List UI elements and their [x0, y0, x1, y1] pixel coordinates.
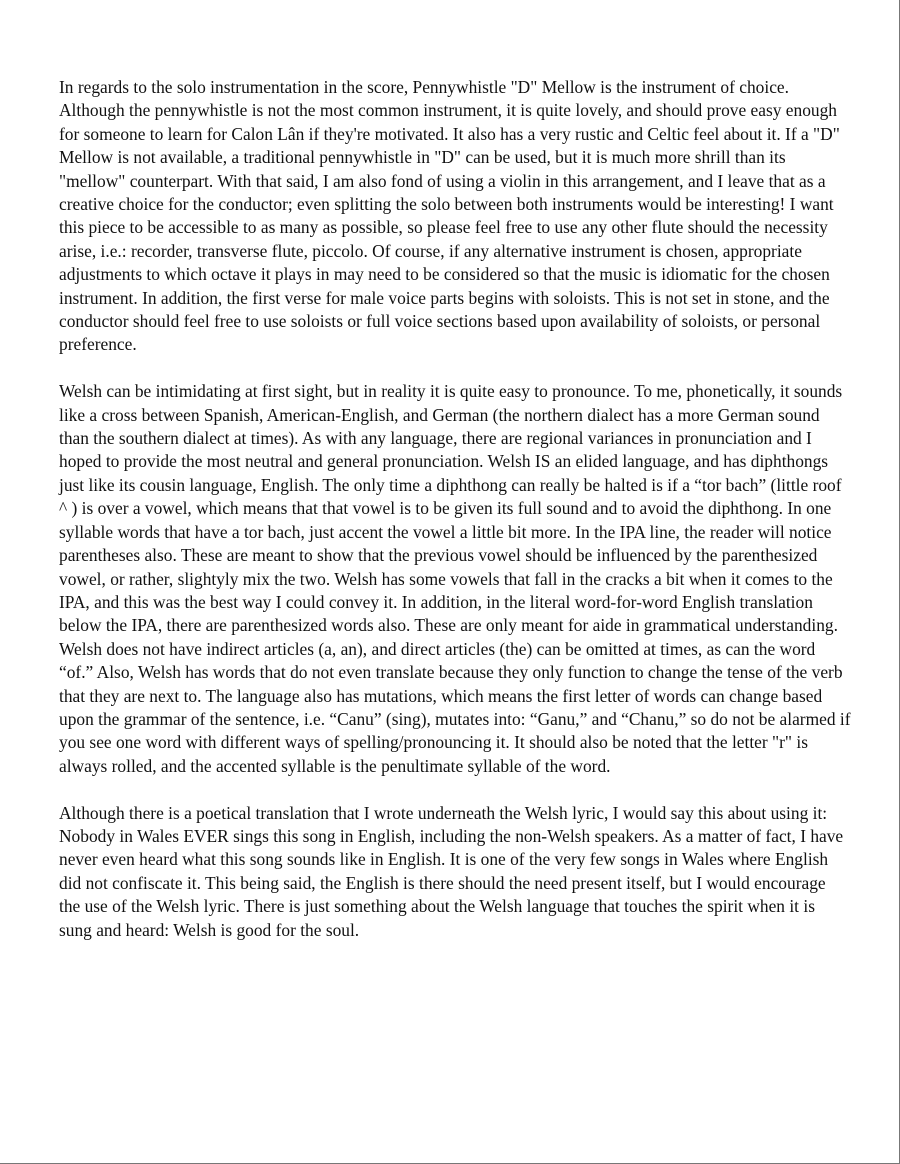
paragraph-solo-instrumentation: In regards to the solo instrumentation in the score, Pennywhistle "D" Mellow is the instrument of choice. Although the pennywhistle is not the most common instrument, it is quite lovely, and should prove easy enough for someone to learn for Calon Lân if they're motivated. It also has a very rustic and Celtic feel about it. If a "D" Mellow is not available, a traditional pennywhistle in "D" can be used, but it is much more shrill than its "mellow" counterpart. With that said, I am also fond of using a violin in this arrangement, and I leave that as a creative choice for the conductor; even splitting the solo between both instruments would be interesting! I want this piece to be accessible to as many as possible, so please feel free to use any other flute should the necessity arise, i.e.: recorder, transverse flute, piccolo. Of course, if any alternative instrument is chosen, appropriate adjustments to which octave it plays in may need to be considered so that the music is idiomatic for the chosen instrument. In addition, the first verse for male voice parts begins with soloists. This is not set in stone, and the conductor should feel free to use soloists or full voice sections based upon availability of soloists, or personal preference.	[59, 77, 840, 355]
document-body	[59, 76, 851, 942]
paragraph-poetical-translation: Although there is a poetical translation that I wrote underneath the Welsh lyric, I would say this about using it: Nobody in Wales EVER sings this song in English, including the non-Welsh speakers. As a matter of fact, I have never even heard what this song sounds like in English. It is one of the very few songs in Wales where English did not confiscate it. This being said, the English is there should the need present itself, but I would encourage the use of the Welsh lyric. There is just something about the Welsh language that touches the spirit when it is sung and heard: Welsh is good for the soul.	[59, 802, 844, 940]
paragraph-welsh-pronunciation: Welsh can be intimidating at first sight, but in reality it is quite easy to pronounce. To me, phonetically, it sounds like a cross between Spanish, American-English, and German (the northern dialect has a more German sound than the southern dialect at times). As with any language, there are regional variances in pronunciation and I hoped to provide the most neutral and general pronunciation. Welsh IS an elided language, and has diphthongs just like its cousin language, English. The only time a diphthong can really be halted is if a “tor bach” (little roof ^ ) is over a vowel, which means that that vowel is to be given its full sound and to avoid the diphthong. In one syllable words that have a tor bach, just accent the vowel a little bit more. In the IPA line, the reader will notice parentheses also. These are meant to show that the previous vowel should be influenced by the parenthesized vowel, or rather, slightyly mix the two. Welsh has some vowels that fall in the cracks a bit when it comes to the IPA, and this was the best way I could convey it. In addition, in the literal word-for-word English translation below the IPA, there are parenthesized words also. These are only meant for aide in grammatical understanding. Welsh does not have indirect articles (a, an), and direct articles (the) can be omitted at times, as can the word “of.” Also, Welsh has words that do not even translate because they only function to change the tense of the verb that they are next to. The language also has mutations, which means the first letter of words can change based upon the grammar of the sentence, i.e. “Canu” (sing), mutates into: “Ganu,” and “Chanu,” so do not be alarmed if you see one word with different ways of spelling/pronouncing it. It should also be noted that the letter "r" is always rolled, and the accented syllable is the penultimate syllable of the word.	[59, 381, 851, 776]
